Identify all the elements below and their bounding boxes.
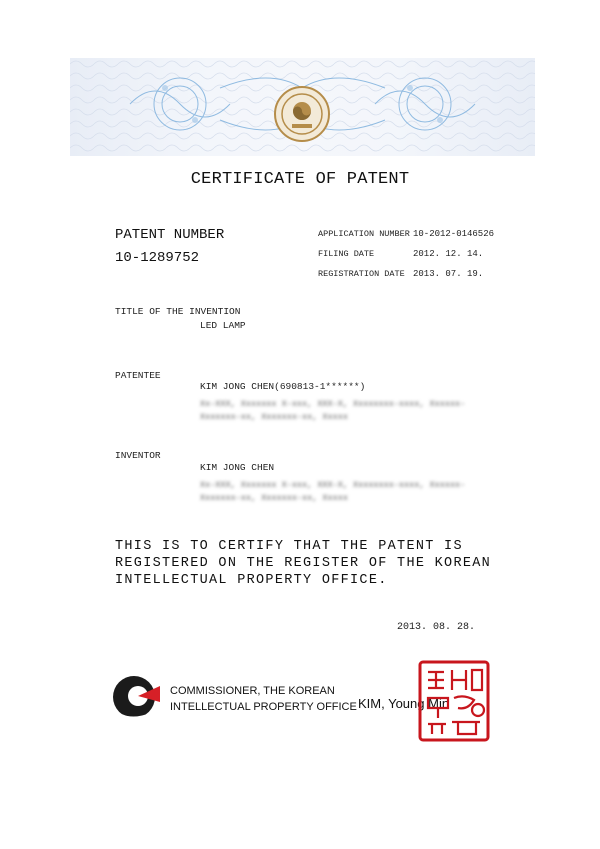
- patent-number: 10-1289752: [115, 250, 200, 266]
- registration-date-label: REGISTRATION DATE: [318, 269, 405, 279]
- patentee-label: PATENTEE: [115, 370, 161, 381]
- filing-date-row: [318, 244, 494, 264]
- official-seal-icon: [418, 660, 490, 742]
- inventor-address-redacted: Xx-XXX, Xxxxxxx X-xxx, XXX-X, Xxxxxxxx-xxxx, Xxxxxx-: [200, 480, 466, 490]
- patentee-name: KIM JONG CHEN(690813-1******): [200, 381, 366, 392]
- application-number-row: [318, 224, 494, 244]
- kipo-logo-icon: [110, 672, 160, 722]
- signer-name: KIM, Young Min: [358, 696, 450, 711]
- application-details: [318, 224, 494, 284]
- application-number-label: APPLICATION NUMBER: [318, 229, 410, 239]
- issue-date: 2013. 08. 28.: [397, 622, 476, 633]
- inventor-address-redacted-2: Xxxxxxx-xx, Xxxxxxx-xx, Xxxxx: [200, 493, 348, 503]
- patentee-address-redacted-2: Xxxxxxx-xx, Xxxxxxx-xx, Xxxxx: [200, 412, 348, 422]
- application-number: 10-2012-0146526: [413, 229, 495, 239]
- filing-date: 2012. 12. 14.: [413, 249, 484, 259]
- commissioner-line-1: COMMISSIONER, THE KOREAN: [170, 685, 335, 697]
- title-of-invention: LED LAMP: [200, 320, 246, 331]
- registration-date: 2013. 07. 19.: [413, 269, 484, 279]
- certificate-title: CERTIFICATE OF PATENT: [190, 170, 410, 189]
- commissioner-title: [170, 683, 357, 715]
- filing-date-label: FILING DATE: [318, 249, 375, 259]
- certification-statement: THIS IS TO CERTIFY THAT THE PATENT IS REGISTERED ON THE REGISTER OF THE KOREAN INTELLECTUAL PROPERTY OFFICE.: [115, 539, 492, 588]
- inventor-label: INVENTOR: [115, 450, 161, 461]
- commissioner-line-2: INTELLECTUAL PROPERTY OFFICE: [170, 701, 357, 713]
- registration-date-row: [318, 264, 494, 284]
- patentee-address-redacted: Xx-XXX, Xxxxxxx X-xxx, XXX-X, Xxxxxxxx-xxxx, Xxxxxx-: [200, 399, 466, 409]
- title-of-invention-label: TITLE OF THE INVENTION: [115, 306, 241, 317]
- patent-number-label: PATENT NUMBER: [115, 227, 225, 243]
- inventor-name: KIM JONG CHEN: [200, 462, 275, 473]
- national-emblem-icon: [272, 84, 332, 144]
